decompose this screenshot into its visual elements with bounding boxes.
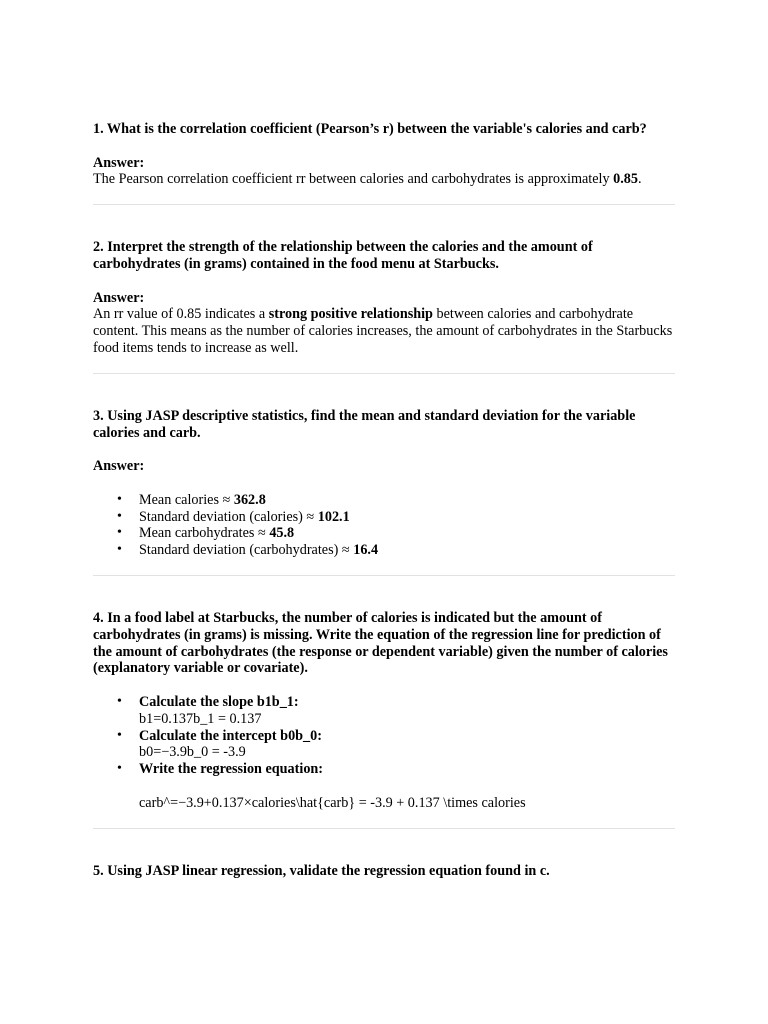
stat-value: 362.8 (233, 491, 266, 508)
answer-1-value: 0.85 (613, 171, 638, 188)
step-title: Calculate the slope b1b_1: (139, 693, 299, 710)
answer-2-label: Answer: (93, 289, 145, 306)
answer-1-label: Answer: (93, 154, 145, 171)
step-detail: b1=0.137b_1 = 0.137 (139, 710, 262, 727)
steps-list (93, 694, 675, 778)
stat-label: Mean calories ≈ (139, 491, 234, 508)
stat-label: Standard deviation (carbohydrates) ≈ (139, 542, 354, 559)
question-5: 5. Using JASP linear regression, validate the regression equation found in c. (93, 862, 550, 879)
answer-1-text (93, 171, 675, 188)
stat-item-sd-carbs (139, 542, 675, 559)
answer-2-bold: strong positive relationship (268, 306, 433, 323)
step-title: Write the regression equation: (139, 761, 324, 778)
answer-1-body: The Pearson correlation coefficient rr between calories and carbohydrates is approximately (93, 171, 614, 188)
stat-value: 45.8 (269, 525, 295, 542)
question-2: 2. Interpret the strength of the relationship between the calories and the amount of carbohydrates (in grams) contained in the food menu at Starbucks. (93, 239, 593, 272)
stat-item-mean-carbs (139, 525, 675, 542)
stat-value: 102.1 (317, 508, 350, 525)
stat-item-sd-calories (139, 509, 675, 526)
regression-equation: carb^=−3.9+0.137×calories\hat{carb} = -3.9 + 0.137 \times calories (139, 794, 526, 811)
stat-item-mean-calories (139, 492, 675, 509)
question-4: 4. In a food label at Starbucks, the number of calories is indicated but the amount of carbohydrates (in grams) is missing. Write the equation of the regression line for prediction of the amount of carbohydrates (the response or dependent variable) given the number of calories (explanatory variable or covariate). (93, 609, 668, 677)
answer-1-end: . (637, 171, 642, 188)
stat-value: 16.4 (353, 542, 379, 559)
answer-3-label: Answer: (93, 458, 145, 475)
step-detail: b0=−3.9b_0 = -3.9 (139, 744, 246, 761)
step-equation (139, 761, 675, 778)
stat-label: Mean carbohydrates ≈ (139, 525, 270, 542)
answer-2-post: between calories and carbohydrate content. This means as the number of calories increases, the amount of carbohydrates in the Starbucks food items tends to increase as well. (93, 306, 673, 356)
stats-list (93, 492, 675, 559)
question-1: 1. What is the correlation coefficient (Pearson’s r) between the variable's calories and carb? (93, 121, 647, 137)
step-slope (139, 694, 675, 728)
step-title: Calculate the intercept b0b_0: (139, 727, 322, 744)
answer-2-text (93, 306, 675, 356)
stat-label: Standard deviation (calories) ≈ (139, 508, 318, 525)
question-3: 3. Using JASP descriptive statistics, find the mean and standard deviation for the variable calories and carb. (93, 407, 636, 441)
answer-2-pre: An rr value of 0.85 indicates a (93, 306, 269, 323)
document-page (93, 121, 675, 879)
step-intercept (139, 728, 675, 762)
